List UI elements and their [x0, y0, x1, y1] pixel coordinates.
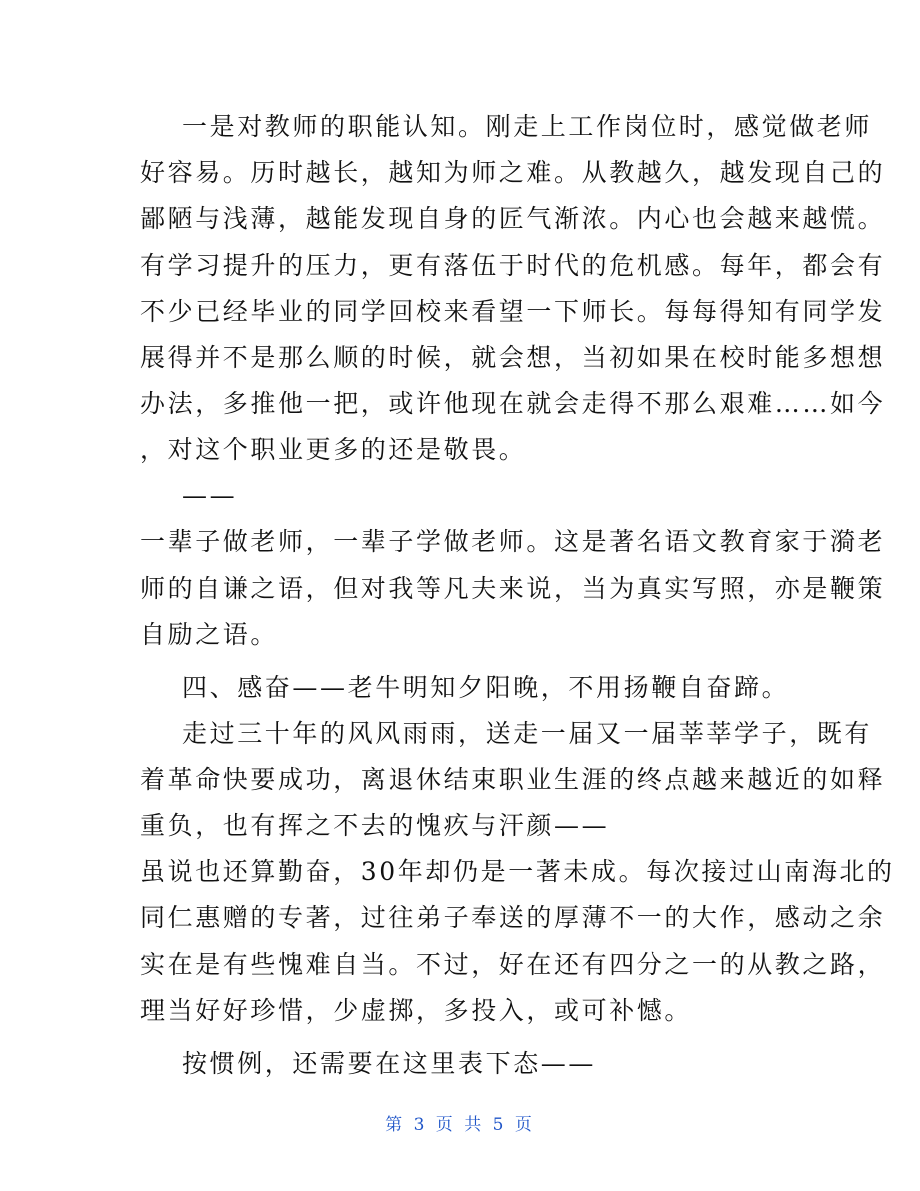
page-number-footer: 第 3 页 共 5 页	[385, 1115, 535, 1135]
paragraph-line: 鄙陋与浅薄，越能发现自身的匠气渐浓。内心也会越来越慌。	[140, 204, 886, 233]
section-heading: 四、感奋——老牛明知夕阳晚，不用扬鞭自奋蹄。	[182, 673, 790, 702]
paragraph-line: 按惯例，还需要在这里表下态——	[182, 1049, 597, 1078]
paragraph-line: 好容易。历时越长，越知为师之难。从教越久，越发现自己的	[140, 158, 886, 187]
paragraph-line: 虽说也还算勤奋，30年却仍是一著未成。每次接过山南海北的	[140, 857, 895, 886]
paragraph-line: 有学习提升的压力，更有落伍于时代的危机感。每年，都会有	[140, 251, 886, 280]
paragraph-line: 重负，也有挥之不去的愧疚与汗颜——	[140, 811, 610, 840]
paragraph-line: 实在是有些愧难自当。不过，好在还有四分之一的从教之路，	[140, 950, 886, 979]
paragraph-line: 展得并不是那么顺的时候，就会想，当初如果在校时能多想想	[140, 343, 886, 372]
paragraph-line: ，对这个职业更多的还是敬畏。	[140, 435, 527, 464]
paragraph-line: 同仁惠赠的专著，过往弟子奉送的厚薄不一的大作，感动之余	[140, 903, 886, 932]
paragraph-line: 师的自谦之语，但对我等凡夫来说，当为真实写照，亦是鞭策	[140, 574, 886, 603]
dash-line: ——	[182, 481, 238, 510]
paragraph-line: 一是对教师的职能认知。刚走上工作岗位时，感觉做老师	[182, 112, 873, 141]
paragraph-line: 着革命快要成功，离退休结束职业生涯的终点越来越近的如释	[140, 765, 886, 794]
paragraph-line: 走过三十年的风风雨雨，送走一届又一届莘莘学子，既有	[182, 719, 873, 748]
paragraph-line: 理当好好珍惜，少虚掷，多投入，或可补憾。	[140, 996, 693, 1025]
paragraph-line: 一辈子做老师，一辈子学做老师。这是著名语文教育家于漪老	[140, 527, 886, 556]
paragraph-line: 不少已经毕业的同学回校来看望一下师长。每每得知有同学发	[140, 297, 886, 326]
paragraph-line: 自励之语。	[140, 620, 279, 649]
paragraph-line: 办法，多推他一把，或许他现在就会走得不那么艰难……如今	[140, 389, 886, 418]
